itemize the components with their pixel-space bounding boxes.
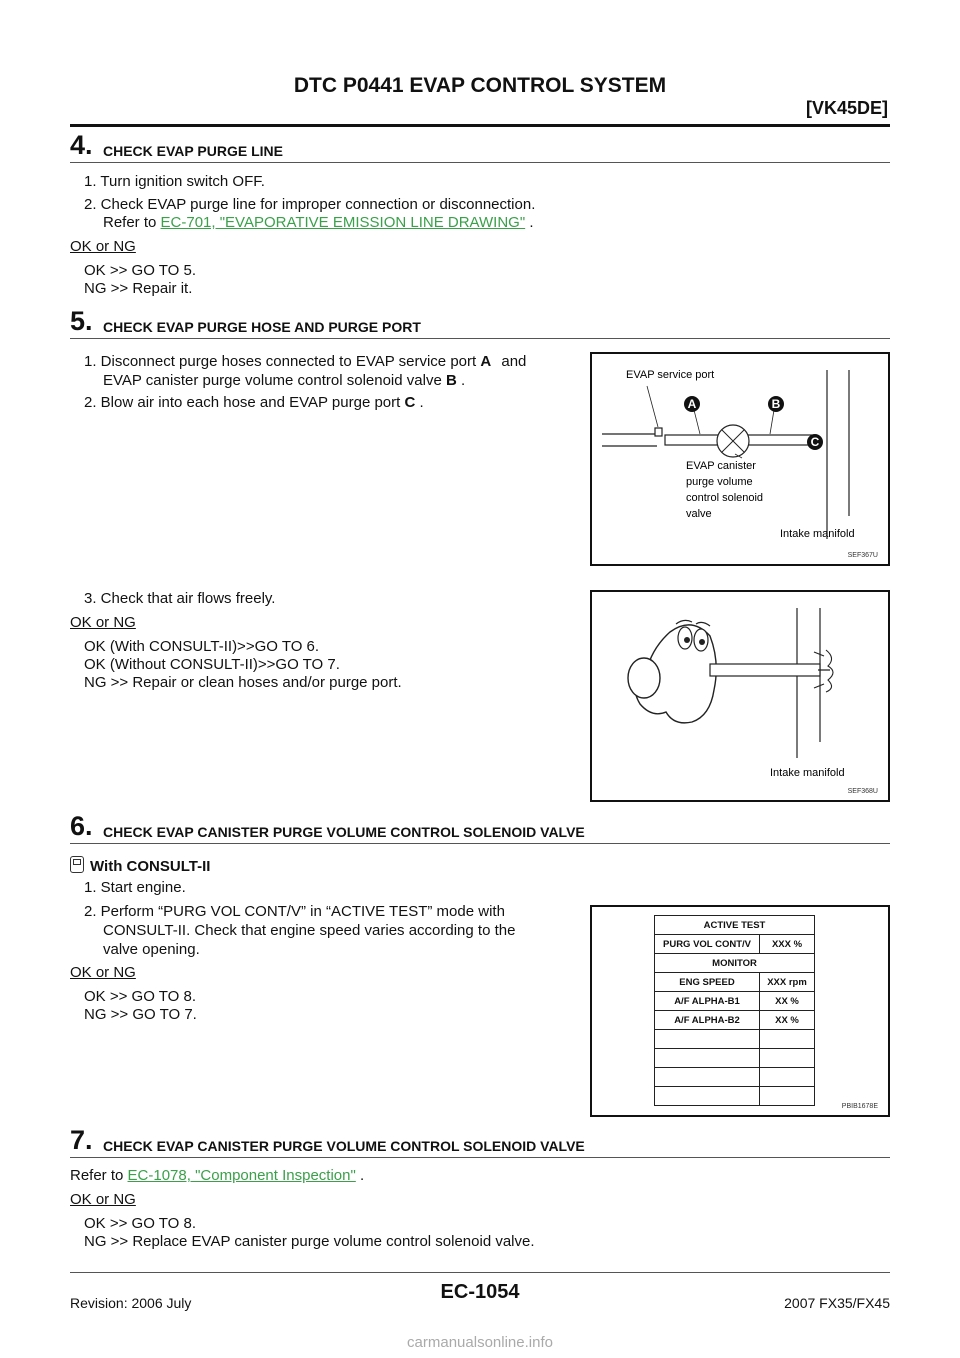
result-ok: OK (With CONSULT-II)>>GO TO 6. — [84, 638, 320, 655]
step-number: 5. — [70, 306, 93, 336]
step-text: Refer to EC-701, "EVAPORATIVE EMISSION LINE DRAWING" . — [103, 214, 534, 231]
eng-speed-value: XXX rpm — [760, 973, 815, 992]
result-ng: NG >> Repair or clean hoses and/or purge port. — [84, 674, 402, 691]
step-text: CONSULT-II. Check that engine speed varies according to the — [103, 922, 516, 939]
ok-or-ng: OK or NG — [70, 238, 136, 255]
step-text: 3. Check that air flows freely. — [84, 590, 276, 607]
header-rule — [70, 124, 890, 127]
result-ng: NG >> Replace EVAP canister purge volume control solenoid valve. — [84, 1233, 535, 1250]
blow-air-diagram — [592, 592, 888, 800]
revision: Revision: 2006 July — [70, 1295, 192, 1311]
label-service-port: EVAP service port — [626, 369, 715, 381]
page-number: EC-1054 — [440, 1281, 520, 1303]
empty-cell — [655, 1030, 760, 1049]
footer-rule — [70, 1272, 890, 1273]
consult-screen-table — [654, 915, 815, 1106]
callout-c: C — [810, 435, 820, 449]
empty-cell — [655, 1087, 760, 1106]
purg-vol-value: XXX % — [760, 935, 815, 954]
af-alpha-b1-value: XX % — [760, 992, 815, 1011]
label-valve-3: control solenoid — [686, 492, 764, 504]
step-4-heading — [70, 132, 890, 163]
af-alpha-b1-label: A/F ALPHA-B1 — [655, 992, 760, 1011]
engine-code: [VK45DE] — [805, 98, 888, 118]
result-ok: OK >> GO TO 5. — [84, 262, 196, 279]
label-intake-manifold: Intake manifold — [780, 528, 855, 540]
active-test-header: ACTIVE TEST — [655, 916, 815, 935]
step-text: 1. Disconnect purge hoses connected to EVAP service port A and — [84, 353, 527, 370]
step-text: 2. Check EVAP purge line for improper connection or disconnection. — [84, 196, 536, 213]
figure-evap-purge-line — [590, 352, 890, 566]
step-number: 7. — [70, 1125, 93, 1155]
callout-b: B — [771, 397, 781, 411]
step-number: 6. — [70, 811, 93, 841]
step-text: 1. Start engine. — [84, 879, 186, 896]
empty-cell — [760, 1049, 815, 1068]
ok-or-ng: OK or NG — [70, 614, 136, 631]
result-ok: OK >> GO TO 8. — [84, 1215, 196, 1232]
link-evap-line-drawing[interactable]: EC-701, "EVAPORATIVE EMISSION LINE DRAWING" — [160, 214, 526, 231]
label-valve-1: EVAP canister — [686, 460, 756, 472]
step-6-heading — [70, 813, 890, 844]
empty-cell — [760, 1030, 815, 1049]
step-text: 2. Blow air into each hose and EVAP purge port C . — [84, 394, 424, 411]
evap-purge-diagram — [592, 354, 888, 564]
figure-id: SEF368U — [847, 788, 878, 795]
result-ok: OK >> GO TO 8. — [84, 988, 196, 1005]
step-label: CHECK EVAP CANISTER PURGE VOLUME CONTROL SOLENOID VALVE — [103, 824, 585, 840]
result-ok: OK (Without CONSULT-II)>>GO TO 7. — [84, 656, 340, 673]
figure-id: SEF367U — [847, 552, 878, 559]
step-text: EVAP canister purge volume control solenoid valve B . — [103, 372, 466, 389]
step-label: CHECK EVAP PURGE LINE — [103, 143, 283, 159]
empty-cell — [760, 1087, 815, 1106]
empty-cell — [760, 1068, 815, 1087]
eng-speed-label: ENG SPEED — [655, 973, 760, 992]
empty-cell — [655, 1068, 760, 1087]
af-alpha-b2-label: A/F ALPHA-B2 — [655, 1011, 760, 1030]
ok-or-ng: OK or NG — [70, 1191, 136, 1208]
link-component-inspection[interactable]: EC-1078, "Component Inspection" — [127, 1167, 356, 1184]
figure-id: PBIB1678E — [841, 1103, 878, 1110]
result-ng: NG >> GO TO 7. — [84, 1006, 197, 1023]
step-7-heading — [70, 1127, 890, 1158]
label-intake-manifold: Intake manifold — [770, 767, 845, 779]
step-5-heading — [70, 308, 890, 339]
step-text: 1. Turn ignition switch OFF. — [84, 173, 265, 190]
model-year: 2007 FX35/FX45 — [784, 1295, 890, 1311]
step-label: CHECK EVAP CANISTER PURGE VOLUME CONTROL SOLENOID VALVE — [103, 1138, 585, 1154]
purg-vol-label: PURG VOL CONT/V — [655, 935, 760, 954]
af-alpha-b2-value: XX % — [760, 1011, 815, 1030]
with-consult: With CONSULT-II — [70, 856, 210, 876]
page-title: DTC P0441 EVAP CONTROL SYSTEM — [293, 74, 667, 97]
step-label: CHECK EVAP PURGE HOSE AND PURGE PORT — [103, 319, 421, 335]
result-ng: NG >> Repair it. — [84, 280, 193, 297]
consult-icon — [70, 856, 84, 873]
step-text: valve opening. — [103, 941, 200, 958]
monitor-header: MONITOR — [655, 954, 815, 973]
figure-consult-monitor — [590, 905, 890, 1117]
callout-a: A — [687, 397, 697, 411]
step-number: 4. — [70, 130, 93, 160]
empty-cell — [655, 1049, 760, 1068]
label-valve-2: purge volume — [686, 476, 753, 488]
label-valve-4: valve — [686, 508, 712, 520]
figure-blow-air — [590, 590, 890, 802]
step-text: Refer to EC-1078, "Component Inspection" . — [70, 1167, 365, 1184]
watermark: carmanualsonline.info — [407, 1334, 553, 1351]
step-text: 2. Perform “PURG VOL CONT/V” in “ACTIVE TEST” mode with — [84, 903, 505, 920]
ok-or-ng: OK or NG — [70, 964, 136, 981]
